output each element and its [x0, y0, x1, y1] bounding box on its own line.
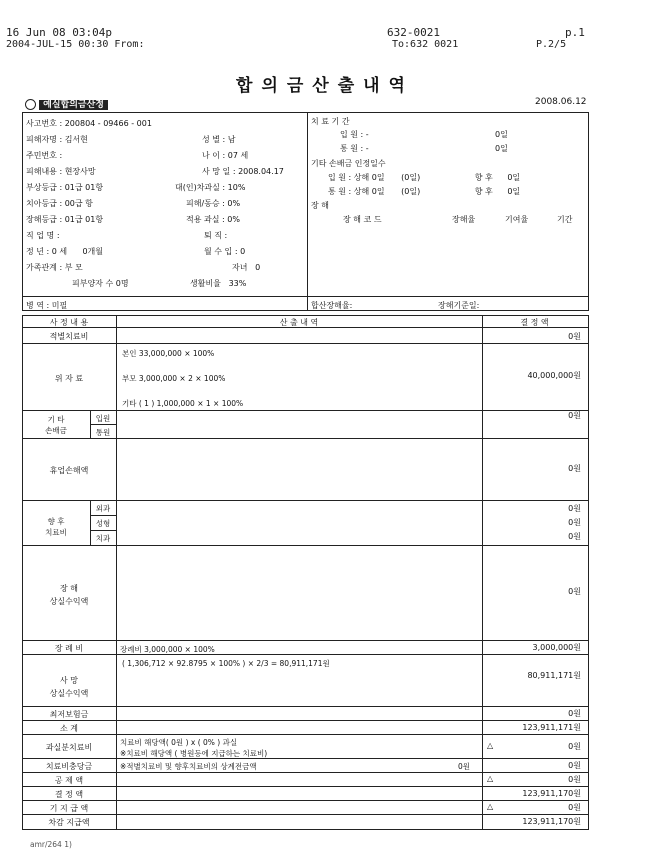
row-sub-dental: 치과: [95, 534, 111, 543]
retire-age: 정 년 : 0 세 0개월: [26, 247, 103, 256]
outpatient-days: 0일: [495, 144, 508, 153]
living-cost: 생활비율 33%: [190, 279, 247, 288]
row-amount-net: 123,911,170원: [522, 817, 581, 826]
row-label-funeral: 장 례 비: [54, 644, 84, 653]
row-amount-future1: 0원: [568, 504, 581, 513]
applied-fault: 적용 과실 : 0%: [186, 215, 240, 224]
row-sub-surgery: 외과: [95, 504, 111, 513]
dental-grade: 치아등급 : 00급 항: [26, 199, 93, 208]
col-header-amount: 결 정 액: [520, 318, 549, 327]
row-label-disability2: 상실수익액: [49, 597, 89, 606]
row-label-decided: 결 정 액: [54, 790, 84, 799]
consolation-line1: 본인 33,000,000 × 100%: [122, 349, 215, 358]
row-label-net: 차감 지급액: [48, 818, 90, 827]
contribution-rate-label: 기여율: [505, 215, 529, 224]
row-amount-consolation: 40,000,000원: [527, 371, 581, 380]
company-logo: [25, 97, 108, 110]
injury-grade: 부상등급 : 01급 01항: [26, 183, 104, 192]
disability-header: 장 해: [311, 201, 329, 210]
age: 나 이 : 07 세: [202, 151, 249, 160]
row-label-lost-wages: 휴업손해액: [49, 466, 89, 475]
outpatient: 통 원 : -: [340, 144, 369, 153]
row-amount-lost-wages: 0원: [568, 464, 581, 473]
row-label-death1: 사 망: [60, 676, 78, 685]
other-outpatient: 통 원 : 상해 0일 (0일) 향 후 0일: [328, 187, 521, 196]
job: 직 업 명 :: [26, 231, 60, 240]
row-label-offset: 치료비충당금: [45, 762, 93, 771]
row-amount-decided: 123,911,170원: [522, 789, 581, 798]
disability-rate-label: 장해율: [452, 215, 476, 224]
row-amount-disability: 0원: [568, 587, 581, 596]
row-sub-inpatient: 입원: [95, 414, 111, 423]
sex: 성 별 : 남: [202, 135, 236, 144]
consolation-line3: 기타 ( 1 ) 1,000,000 × 1 × 100%: [122, 399, 244, 408]
row-label-future2: 치료비: [45, 528, 67, 537]
row-amount-death: 80,911,171원: [527, 671, 581, 680]
other-inpatient: 입 원 : 상해 0일 (0일) 향 후 0일: [328, 173, 521, 182]
consolation-line2: 부모 3,000,000 × 2 × 100%: [122, 374, 226, 383]
row-amount-subtotal: 123,911,171원: [522, 723, 581, 732]
excess-line2: ※치료비 해당액 ( 병원등에 지급하는 치료비): [120, 749, 268, 758]
children: 자녀 0: [232, 263, 261, 272]
row-label-excess: 과실분치료비: [45, 743, 93, 752]
offset-calc: ※적별치료비 및 향후치료비의 상계전금액: [120, 762, 257, 771]
duty: 퇴 직 :: [204, 231, 228, 240]
offset-calc-amount: 0원: [458, 762, 471, 771]
row-label-deduction: 공 제 액: [54, 776, 84, 785]
fax-line1-right: p.1: [565, 26, 585, 39]
logo-circle-icon: [25, 99, 36, 110]
row-amount-prepaid: 0원: [568, 803, 581, 812]
row-label-treatment: 적별치료비: [49, 332, 89, 341]
row-label-min-claim: 최저보험금: [49, 710, 89, 719]
victim-fault: 피해/동승 : 0%: [186, 199, 241, 208]
inpatient: 입 원 : -: [340, 130, 369, 139]
row-label-other1: 기 타: [47, 415, 65, 424]
fault: 대(인)차과실 : 10%: [175, 183, 246, 192]
page-title: 합의금산출내역: [236, 76, 414, 96]
prepaid-delta-icon: △: [487, 802, 494, 811]
col-header-item: 사 정 내 용: [49, 318, 89, 327]
row-label-death2: 상실수익액: [49, 689, 89, 698]
excess-line1: 치료비 해당액( 0원 ) x ( 0% ) 과실: [120, 738, 238, 747]
fax-line2-left: 2004-JUL-15 00:30 From:: [6, 39, 145, 50]
row-amount-min-claim: 0원: [568, 709, 581, 718]
col-header-calc: 산 출 내 역: [279, 318, 319, 327]
footer-code: amr/264 1): [30, 840, 72, 849]
treatment-header: 치 료 기 간: [311, 117, 350, 126]
military: 병 역 : 미필: [26, 301, 68, 310]
row-amount-excess: 0원: [568, 742, 581, 751]
row-amount-future3: 0원: [568, 532, 581, 541]
row-label-other2: 손배금: [45, 426, 67, 435]
victim-name: 피해자명 : 김서현: [26, 135, 88, 144]
row-amount-offset: 0원: [568, 761, 581, 770]
row-amount-deduction: 0원: [568, 775, 581, 784]
disability-grade: 장해등급 : 01급 01항: [26, 215, 104, 224]
row-label-subtotal: 소 계: [60, 724, 78, 733]
fax-line2-mid: To:632 0021: [392, 39, 459, 50]
row-amount-funeral: 3,000,000원: [532, 643, 581, 652]
total-disability-rate: 합산장해율:: [311, 301, 353, 310]
row-sub-plastic: 성형: [95, 519, 111, 528]
row-amount-other: 0원: [568, 411, 581, 420]
death-date: 사 망 일 : 2008.04.17: [202, 167, 284, 176]
logo-text: 예실합의금산정: [39, 100, 108, 110]
damage: 피해내용 : 현장사망: [26, 167, 96, 176]
period-label: 기간: [557, 215, 573, 224]
row-amount-treatment: 0원: [568, 332, 581, 341]
deduction-delta-icon: △: [487, 774, 494, 783]
accident-no: 사고번호 : 200804 - 09466 - 001: [26, 119, 152, 128]
family: 가족관계 : 부 모: [26, 263, 83, 272]
dependents: 피부양자 수 0명: [72, 279, 129, 288]
row-label-future1: 향 후: [47, 517, 65, 526]
disability-code-label: 장 해 코 드: [343, 215, 382, 224]
disability-std-date: 장해기준일:: [438, 301, 480, 310]
inpatient-days: 0일: [495, 130, 508, 139]
row-label-prepaid: 기 지 급 액: [49, 804, 89, 813]
row-label-disability1: 장 해: [60, 584, 78, 593]
fax-line2-right: P.2/5: [536, 39, 567, 50]
other-header: 기타 손배금 인정일수: [311, 159, 386, 168]
fax-line1-left: 16 Jun 08 03:04p: [6, 26, 112, 39]
funeral-calc: 장례비 3,000,000 × 100%: [120, 645, 215, 654]
row-label-consolation: 위 자 료: [54, 374, 84, 383]
rrn: 주민번호 :: [26, 151, 63, 160]
row-sub-outpatient: 통원: [95, 428, 111, 437]
doc-date: 2008.06.12: [535, 97, 587, 107]
row-amount-future2: 0원: [568, 518, 581, 527]
death-calc: ( 1,306,712 × 92.8795 × 100% ) × 2/3 = 80,911,171원: [122, 659, 330, 668]
fax-line1-mid: 632-0021: [387, 26, 440, 39]
excess-delta-icon: △: [487, 741, 494, 750]
income: 월 수 입 : 0: [204, 247, 246, 256]
